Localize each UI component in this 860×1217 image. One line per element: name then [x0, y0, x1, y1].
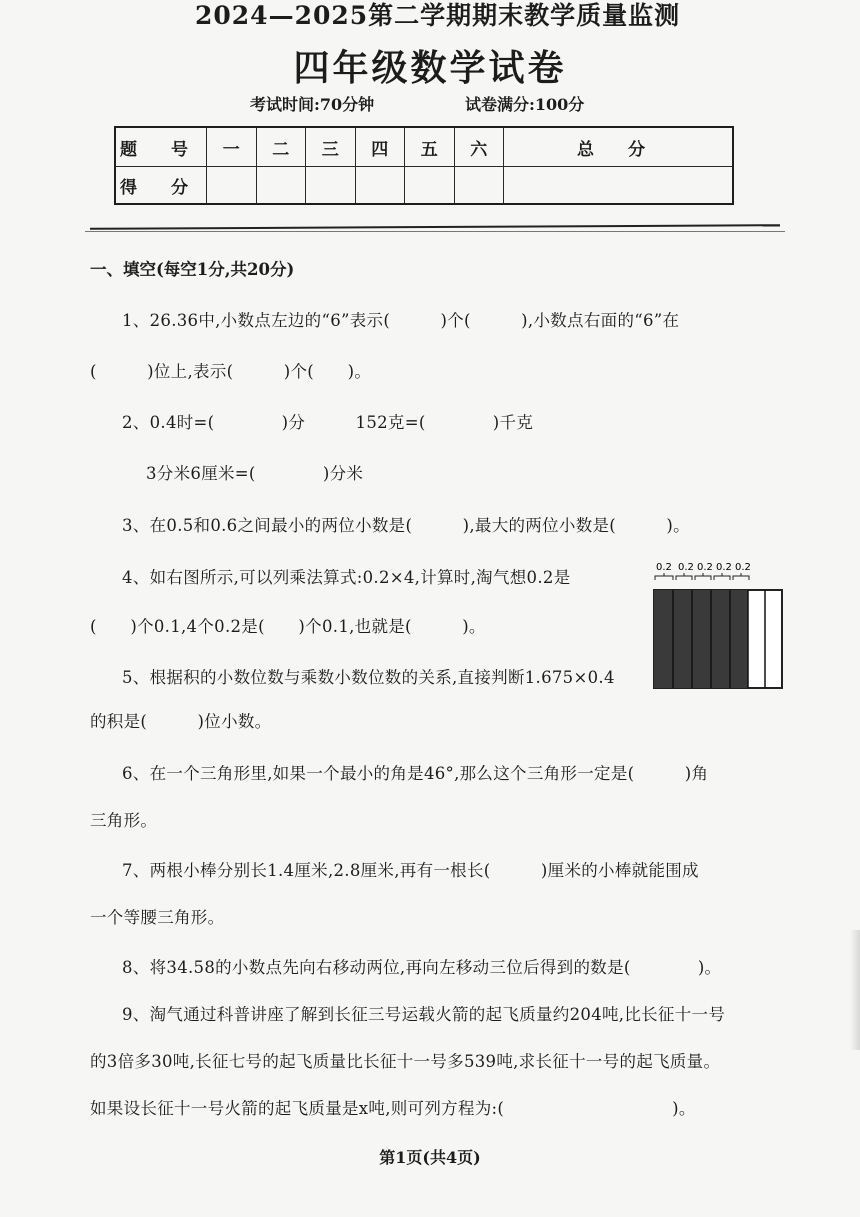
figure-labels: [656, 562, 751, 573]
cell-part-4: 四: [355, 127, 405, 167]
page-number: 第1页(共4页): [379, 1148, 481, 1167]
divider-line: [90, 224, 780, 230]
exam-header: 2024—2025第二学期期末教学质量监测: [195, 1, 681, 30]
cell-part-2: 二: [256, 127, 306, 167]
cell-score-label: 得 分: [115, 167, 207, 205]
decimal-strip-figure: [652, 560, 787, 690]
strip-shaded: [654, 590, 748, 688]
question-7-line-2: 一个等腰三角形。: [90, 908, 225, 927]
question-5-line-2: 的积是( )位小数。: [90, 712, 272, 731]
question-1-line-2: ( )位上,表示( )个( )。: [90, 362, 372, 381]
cell-part-5: 五: [405, 127, 455, 167]
question-1-line-1: 1、26.36中,小数点左边的“6”表示( )个( ),小数点右面的“6”在: [122, 311, 680, 330]
exam-time: 考试时间:70分钟: [250, 95, 375, 114]
question-2-line-2: 3分米6厘米=( )分米: [146, 464, 364, 483]
figure-label: 0.2: [716, 562, 732, 573]
question-4-line-1: 4、如右图所示,可以列乘法算式:0.2×4,计算时,淘气想0.2是: [122, 568, 571, 587]
question-6-line-2: 三角形。: [90, 811, 158, 830]
score-cell: [207, 167, 257, 205]
score-cell: [355, 167, 405, 205]
cell-question-number-label: 题 号: [115, 127, 207, 167]
question-9-line-2: 的3倍多30吨,长征七号的起飞质量比长征十一号多539吨,求长征十一号的起飞质量。: [90, 1052, 721, 1071]
score-table: [114, 126, 734, 205]
question-9-line-1: 9、淘气通过科普讲座了解到长征三号运载火箭的起飞质量约204吨,比长征十一号: [122, 1005, 726, 1024]
section-title: 一、填空(每空1分,共20分): [90, 260, 295, 279]
question-4-line-2: ( )个0.1,4个0.2是( )个0.1,也就是( )。: [90, 617, 486, 636]
question-9-line-3: 如果设长征十一号火箭的起飞质量是x吨,则可列方程为:( )。: [90, 1099, 696, 1118]
question-6-line-1: 6、在一个三角形里,如果一个最小的角是46°,那么这个三角形一定是( )角: [122, 764, 709, 783]
cell-part-6: 六: [454, 127, 504, 167]
question-8: 8、将34.58的小数点先向右移动两位,再向左移动三位后得到的数是( )。: [122, 958, 722, 977]
figure-label: 0.2: [697, 562, 713, 573]
question-3: 3、在0.5和0.6之间最小的两位小数是( ),最大的两位小数是( )。: [122, 516, 690, 535]
score-cell: [256, 167, 306, 205]
figure-label: 0.2: [678, 562, 694, 573]
score-cell: [454, 167, 504, 205]
score-table-score-row: [115, 167, 733, 205]
score-cell: [306, 167, 356, 205]
score-cell: [405, 167, 455, 205]
exam-title: 四年级数学试卷: [293, 47, 567, 89]
figure-braces: [655, 573, 749, 580]
figure-label: 0.2: [735, 562, 751, 573]
question-5-line-1: 5、根据积的小数位数与乘数小数位数的关系,直接判断1.675×0.4: [122, 668, 615, 687]
question-7-line-1: 7、两根小棒分别长1.4厘米,2.8厘米,再有一根长( )厘米的小棒就能围成: [122, 861, 699, 880]
cell-part-1: 一: [207, 127, 257, 167]
paper-edge-shadow: [850, 930, 860, 1050]
full-score: 试卷满分:100分: [465, 95, 585, 114]
score-cell: [504, 167, 734, 205]
score-table-header-row: [115, 127, 733, 167]
cell-total: 总 分: [504, 127, 734, 167]
cell-part-3: 三: [306, 127, 356, 167]
question-2-line-1: 2、0.4时=( )分 152克=( )千克: [122, 413, 534, 432]
divider-line: [85, 231, 785, 232]
figure-label: 0.2: [656, 562, 672, 573]
